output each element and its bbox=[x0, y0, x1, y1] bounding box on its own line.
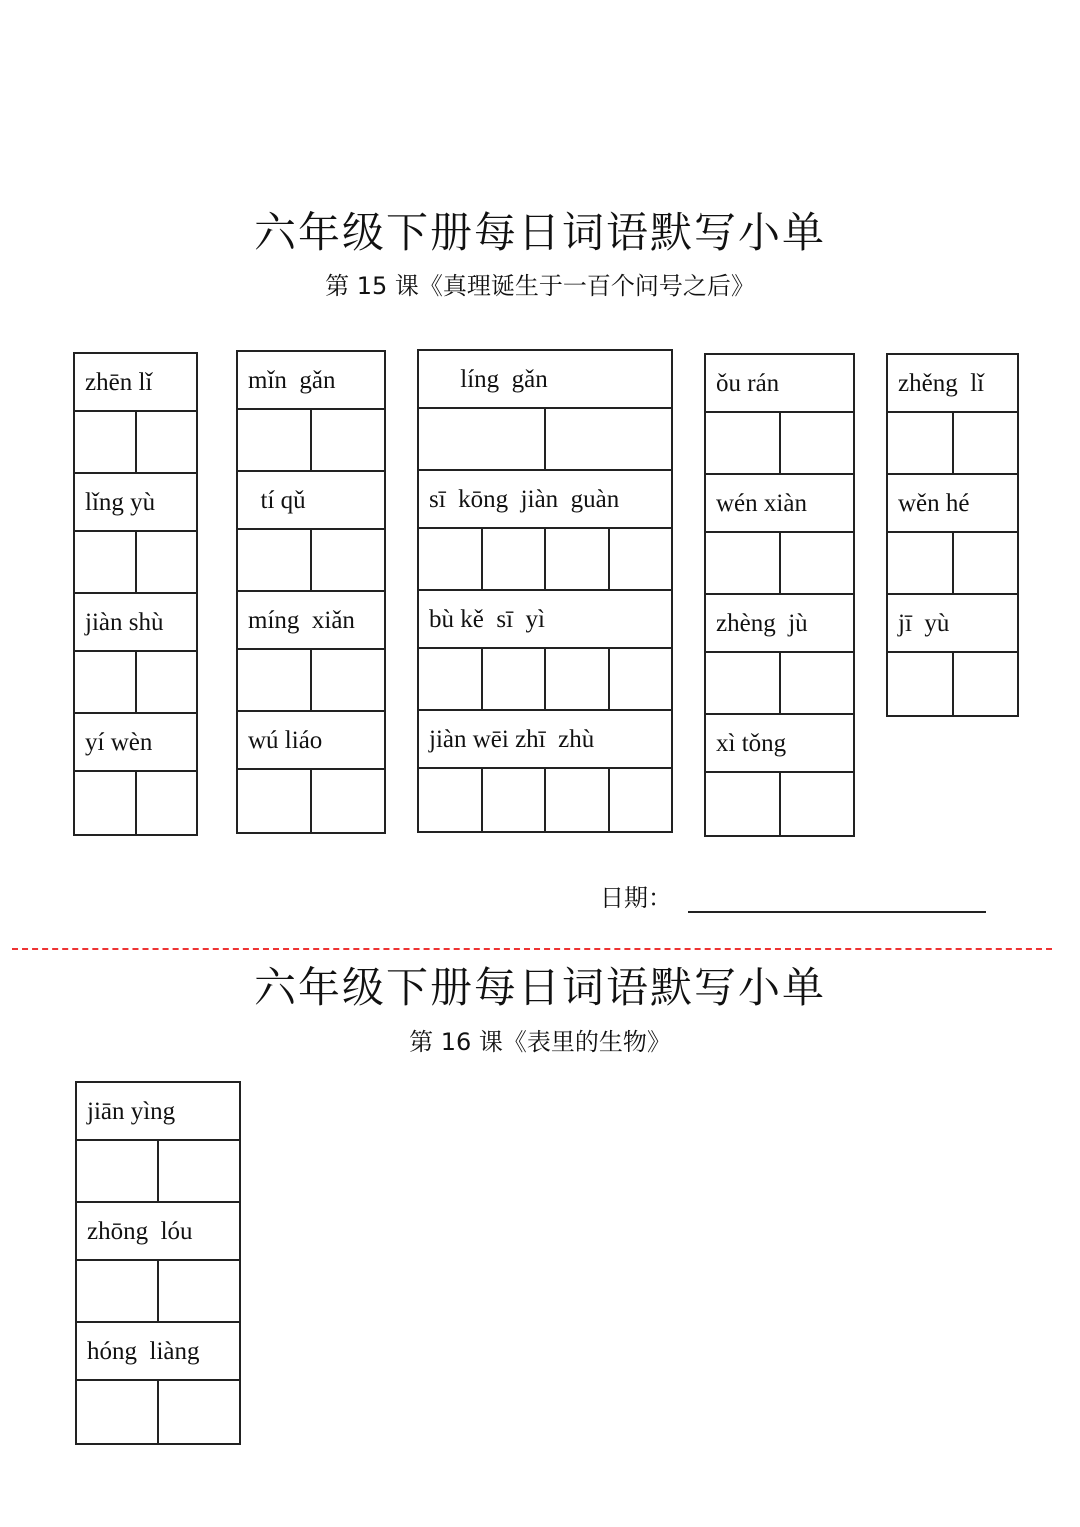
writing-boxes bbox=[419, 529, 671, 591]
character-box[interactable] bbox=[954, 653, 1018, 715]
date-line[interactable] bbox=[688, 883, 986, 913]
character-box[interactable] bbox=[137, 532, 197, 592]
character-box[interactable] bbox=[75, 412, 137, 472]
character-box[interactable] bbox=[888, 653, 954, 715]
pinyin-label: jī yù bbox=[888, 595, 1017, 653]
character-box[interactable] bbox=[137, 772, 197, 834]
character-box[interactable] bbox=[159, 1381, 239, 1443]
writing-boxes bbox=[75, 652, 196, 714]
writing-boxes bbox=[75, 532, 196, 594]
writing-boxes bbox=[238, 410, 384, 472]
character-box[interactable] bbox=[546, 409, 671, 469]
character-box[interactable] bbox=[238, 770, 312, 832]
pinyin-label: wěn hé bbox=[888, 475, 1017, 533]
character-box[interactable] bbox=[238, 650, 312, 710]
character-box[interactable] bbox=[312, 770, 384, 832]
character-box[interactable] bbox=[546, 529, 610, 589]
writing-boxes bbox=[888, 653, 1017, 715]
word-column bbox=[886, 353, 1019, 717]
sheet1-subtitle: 第 15 课《真理诞生于一百个问号之后》 bbox=[325, 272, 755, 300]
writing-boxes bbox=[238, 530, 384, 592]
character-box[interactable] bbox=[75, 652, 137, 712]
writing-boxes bbox=[888, 413, 1017, 475]
character-box[interactable] bbox=[546, 649, 610, 709]
writing-boxes bbox=[77, 1141, 239, 1203]
writing-boxes bbox=[419, 409, 671, 471]
writing-boxes bbox=[888, 533, 1017, 595]
character-box[interactable] bbox=[706, 773, 781, 835]
character-box[interactable] bbox=[419, 649, 483, 709]
character-box[interactable] bbox=[238, 530, 312, 590]
character-box[interactable] bbox=[419, 769, 483, 831]
word-column bbox=[417, 349, 673, 833]
pinyin-label: xì tǒng bbox=[706, 715, 853, 773]
pinyin-label: wén xiàn bbox=[706, 475, 853, 533]
writing-boxes bbox=[75, 772, 196, 834]
character-box[interactable] bbox=[75, 772, 137, 834]
character-box[interactable] bbox=[159, 1261, 239, 1321]
word-column bbox=[75, 1081, 241, 1445]
pinyin-label: zhěng lǐ bbox=[888, 355, 1017, 413]
pinyin-label: zhēn lǐ bbox=[75, 354, 196, 412]
character-box[interactable] bbox=[419, 409, 546, 469]
pinyin-label: bù kě sī yì bbox=[419, 591, 671, 649]
sheet2-title: 六年级下册每日词语默写小单 bbox=[253, 963, 826, 1012]
sheet2-subtitle: 第 16 课《表里的生物》 bbox=[409, 1028, 671, 1056]
writing-boxes bbox=[77, 1261, 239, 1323]
character-box[interactable] bbox=[706, 653, 781, 713]
pinyin-label: ǒu rán bbox=[706, 355, 853, 413]
character-box[interactable] bbox=[238, 410, 312, 470]
sheet1-title: 六年级下册每日词语默写小单 bbox=[253, 208, 826, 257]
writing-boxes bbox=[77, 1381, 239, 1443]
character-box[interactable] bbox=[610, 649, 672, 709]
character-box[interactable] bbox=[77, 1381, 159, 1443]
character-box[interactable] bbox=[546, 769, 610, 831]
character-box[interactable] bbox=[483, 769, 547, 831]
writing-boxes bbox=[419, 769, 671, 831]
date-label: 日期： bbox=[600, 884, 672, 912]
character-box[interactable] bbox=[159, 1141, 239, 1201]
pinyin-label: zhèng jù bbox=[706, 595, 853, 653]
writing-boxes bbox=[706, 653, 853, 715]
character-box[interactable] bbox=[312, 650, 384, 710]
pinyin-label: hóng liàng bbox=[77, 1323, 239, 1381]
writing-boxes bbox=[238, 770, 384, 832]
character-box[interactable] bbox=[954, 533, 1018, 593]
date-field bbox=[600, 878, 986, 913]
word-column bbox=[704, 353, 855, 837]
pinyin-label: yí wèn bbox=[75, 714, 196, 772]
pinyin-label: líng gǎn bbox=[419, 351, 671, 409]
character-box[interactable] bbox=[610, 529, 672, 589]
writing-boxes bbox=[706, 533, 853, 595]
character-box[interactable] bbox=[954, 413, 1018, 473]
character-box[interactable] bbox=[483, 649, 547, 709]
character-box[interactable] bbox=[75, 532, 137, 592]
character-box[interactable] bbox=[419, 529, 483, 589]
pinyin-label: sī kōng jiàn guàn bbox=[419, 471, 671, 529]
character-box[interactable] bbox=[77, 1261, 159, 1321]
pinyin-label: tí qǔ bbox=[238, 472, 384, 530]
character-box[interactable] bbox=[312, 410, 384, 470]
cut-line-divider bbox=[12, 948, 1052, 950]
character-box[interactable] bbox=[781, 653, 854, 713]
character-box[interactable] bbox=[483, 529, 547, 589]
character-box[interactable] bbox=[781, 773, 854, 835]
character-box[interactable] bbox=[888, 413, 954, 473]
pinyin-label: jiān yìng bbox=[77, 1083, 239, 1141]
pinyin-label: jiàn shù bbox=[75, 594, 196, 652]
writing-boxes bbox=[419, 649, 671, 711]
character-box[interactable] bbox=[312, 530, 384, 590]
pinyin-label: zhōng lóu bbox=[77, 1203, 239, 1261]
character-box[interactable] bbox=[137, 652, 197, 712]
pinyin-label: míng xiǎn bbox=[238, 592, 384, 650]
pinyin-label: jiàn wēi zhī zhù bbox=[419, 711, 671, 769]
writing-boxes bbox=[75, 412, 196, 474]
character-box[interactable] bbox=[77, 1141, 159, 1201]
writing-boxes bbox=[706, 413, 853, 475]
writing-boxes bbox=[706, 773, 853, 835]
pinyin-label: lǐng yù bbox=[75, 474, 196, 532]
character-box[interactable] bbox=[706, 413, 781, 473]
word-column bbox=[73, 352, 198, 836]
character-box[interactable] bbox=[888, 533, 954, 593]
character-box[interactable] bbox=[781, 413, 854, 473]
pinyin-label: mǐn gǎn bbox=[238, 352, 384, 410]
character-box[interactable] bbox=[137, 412, 197, 472]
character-box[interactable] bbox=[781, 533, 854, 593]
writing-boxes bbox=[238, 650, 384, 712]
character-box[interactable] bbox=[706, 533, 781, 593]
character-box[interactable] bbox=[610, 769, 672, 831]
word-column bbox=[236, 350, 386, 834]
pinyin-label: wú liáo bbox=[238, 712, 384, 770]
